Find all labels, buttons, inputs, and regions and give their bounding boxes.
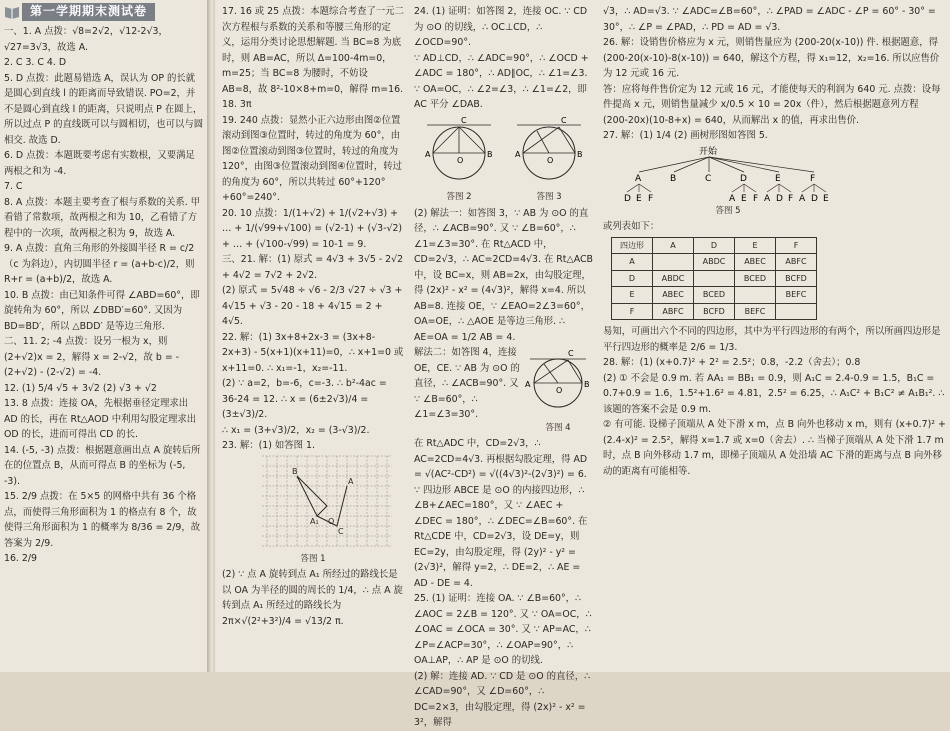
table-cell: BCED bbox=[694, 287, 735, 304]
table-header-row bbox=[612, 237, 817, 254]
tree-node: F bbox=[810, 173, 816, 184]
table-cell: BCFD bbox=[776, 270, 817, 287]
table-cell: BEFC bbox=[776, 287, 817, 304]
circle-figure-4 bbox=[522, 345, 594, 436]
answer-line: 28. 解：(1) (x+0.7)² + 2² = 2.5²；0.8，-2.2（舍去）；0.8 bbox=[603, 357, 861, 368]
tree-leaf: E bbox=[636, 193, 642, 204]
table-cell: BEFC bbox=[735, 303, 776, 320]
table-cell: D bbox=[612, 270, 653, 287]
svg-text:O: O bbox=[556, 386, 563, 395]
svg-text:B: B bbox=[577, 149, 583, 159]
book-icon bbox=[4, 4, 20, 20]
tree-leaf: A bbox=[729, 193, 736, 204]
answer-line: 一、1. A 点拨：√8=2√2，√12-2√3，√27=3√3，故选 A. bbox=[4, 26, 168, 53]
page-spine bbox=[207, 0, 215, 672]
answer-line: 14. (-5, -3) 点拨：根据题意画出点 A 旋转后所在的位置点 B，从而可得点 B 的坐标为 (-5, -3). bbox=[4, 444, 201, 487]
table-cell: ABFC bbox=[776, 254, 817, 271]
answer-line: 15. 2/9 点拨：在 5×5 的网格中共有 36 个格点，而使得三角形面积为 1 的格点有 8 个，故使得三角形面积为 1 的概率为 8/36 = 2/9，故答案为 2/9. bbox=[4, 491, 201, 549]
answer-line: (2) 解法一：如答图 3，∵ AB 为 ⊙O 的直径，∴ ∠ACB=90°. 又 ∵ ∠B=60°，∴ ∠1=∠3=30°. 在 Rt△ACD 中，CD=2√3，∴ AC=2CD=4√3. 在 Rt△ACB 中，设 BC=x，则 AB=2x，由勾股定理，得 (2x)² - x² = (4√3)²，解得 x=4. 所以 AB=8. 连接 OE，∵ ∠EAO=2∠3=60°，OA=OE，∴ △AOE 是等边三角形. ∴ AE=OA = 1/2 AB = 4. bbox=[414, 207, 593, 343]
answer-line: 20. 10 点拨：1/(1+√2) + 1/(√2+√3) + … + 1/(√99+√100) = (√2-1) + (√3-√2) + … + (√100-√99) = 10-1 = 9. bbox=[222, 207, 403, 250]
table-row bbox=[612, 287, 817, 304]
answer-line: 7. C bbox=[4, 181, 23, 192]
answer-line: (2) ① 不会是 0.9 m. 若 AA₁ = BB₁ = 0.9，则 A₁C = 2.4-0.9 = 1.5，B₁C = 0.7+0.9 = 1.6，1.5²+1.6² = 4.81，2.5² = 6.25，∴ A₁C² + B₁C² ≠ A₁B₁². ∴ 该题的答案不会是 0.9 m. bbox=[603, 372, 945, 415]
table-row bbox=[612, 270, 817, 287]
svg-text:A: A bbox=[525, 380, 531, 389]
tree-leaf: A bbox=[799, 193, 806, 204]
table-cell bbox=[694, 270, 735, 287]
table-cell: ABEC bbox=[653, 287, 694, 304]
answer-line: (2) 原式 = 5√48 ÷ √6 - 2/3 √27 ÷ √3 + 4√15 + √3 - 20 - 18 + 4√15 = 2 + 4√5. bbox=[222, 285, 403, 327]
tree-leaf: A bbox=[764, 193, 771, 204]
answer-line: 24. (1) 证明：如答图 2，连接 OC. ∵ CD 为 ⊙O 的切线，∴ OC⊥CD，∴ ∠OCD=90°. bbox=[414, 6, 588, 48]
quadrilateral-table bbox=[611, 237, 817, 321]
page-title: 第一学期期末测试卷 bbox=[22, 3, 155, 21]
column-3 bbox=[414, 4, 594, 731]
column-2 bbox=[222, 4, 404, 629]
tree-leaf: D bbox=[811, 193, 818, 204]
circle-figure-2 bbox=[417, 113, 501, 206]
circle-figures bbox=[414, 113, 594, 206]
grid-figure-1 bbox=[262, 454, 402, 552]
answer-line: 25. (1) 证明：连接 OA. ∵ ∠B=60°，∴ ∠AOC = 2∠B = 120°. 又 ∵ OA=OC，∴ ∠OAC = ∠OCA = 30°. 又 ∵ AP=AC，∴ ∠P=∠ACP=30°，∴ ∠OAP=90°，∴ OA⊥AP，∴ AP 是 ⊙O 的切线. bbox=[414, 593, 592, 666]
tree-leaf: E bbox=[823, 193, 829, 204]
tree-node: E bbox=[775, 173, 781, 184]
table-cell: ABFC bbox=[653, 303, 694, 320]
svg-text:A: A bbox=[425, 149, 431, 159]
figure-caption: 答图 2 bbox=[446, 192, 472, 202]
table-cell: ABDC bbox=[653, 270, 694, 287]
answer-line: 二、11. 2; -4 点拨：设另一根为 x，则 (2+√2)x = 2，解得 x = 2-√2，故 b = -(2+√2) - (2-√2) = -4. bbox=[4, 336, 180, 378]
svg-text:C: C bbox=[568, 349, 574, 358]
tree-leaf: F bbox=[753, 193, 759, 204]
answer-line: √3，∴ AD=√3. ∵ ∠ADC=∠B=60°，∴ ∠PAD = ∠ADC - ∠P = 60° - 30° = 30°，∴ ∠P = ∠PAD，∴ PD = AD = √3. bbox=[603, 6, 936, 33]
circle-figure-3 bbox=[507, 113, 591, 206]
solution-two-block bbox=[414, 345, 594, 436]
svg-text:O: O bbox=[457, 155, 464, 165]
column-1 bbox=[4, 4, 204, 567]
svg-text:B: B bbox=[487, 149, 493, 159]
answer-line: 2. C 3. C 4. D bbox=[4, 57, 67, 68]
table-header-cell: E bbox=[735, 237, 776, 254]
table-header-cell: F bbox=[776, 237, 817, 254]
table-row bbox=[612, 303, 817, 320]
svg-text:C: C bbox=[461, 115, 467, 125]
answer-line: 17. 16 或 25 点拨：本题综合考查了一元二次方程根与系数的关系和等腰三角形的定义，运用分类讨论思想解题. 当 BC=8 为底时，则 AB=AC，所以 Δ=100-4m=0，m=25；当 BC=8 为腰时，不妨设 AB=8，故 8²-10×8+m=0，解得 m=16. bbox=[222, 6, 404, 95]
tree-node: B bbox=[670, 173, 677, 184]
answer-line: 5. D 点拨：此题易错选 A，误认为 OP 的长就是圆心到直线 l 的距离而导致错误. PO=2，并不是圆心到直线 l 的距离，只说明点 P 在圆上，所以过点 P 的直线既可以与圆相切，也可以与圆相交. 故选 D. bbox=[4, 72, 204, 146]
answer-line: 12. (1) 5/4 √5 + 3√2 (2) √3 + √2 bbox=[4, 382, 157, 394]
table-cell: E bbox=[612, 287, 653, 304]
answer-line: 解法二：如答图 4，连接 OE，CE. ∵ AB 为 ⊙O 的直径，∴ ∠ACB=90°. 又 ∵ ∠B=60°，∴ ∠1=∠3=30°. bbox=[414, 347, 520, 420]
answer-line: 13. 8 点拨：连接 OA，先根据垂径定理求出 AD 的长，再在 Rt△AOD 中利用勾股定理求出 OD 的长，进而可得出 CD 的长. bbox=[4, 398, 197, 440]
figure-caption: 答图 5 bbox=[715, 205, 741, 216]
table-header-cell: A bbox=[653, 237, 694, 254]
tree-leaf: F bbox=[788, 193, 794, 204]
section-header bbox=[4, 2, 204, 22]
svg-text:C: C bbox=[338, 526, 344, 536]
answer-line: 22. 解：(1) 3x+8+2x-3 = (3x+8-2x+3) - 5(x+1)(x+11)=0，∴ x+1=0 或 x+11=0. ∴ x₁=-1，x₂=-11. bbox=[222, 331, 404, 374]
answer-line: (2) ∵ a=2，b=-6，c=-3. ∴ b²-4ac = 36-24 = 12. ∴ x = (6±2√3)/4 = (3±√3)/2. bbox=[222, 378, 387, 420]
svg-text:A₁: A₁ bbox=[310, 516, 319, 526]
answer-line: ∵ AD⊥CD，∴ ∠ADC=90°，∴ ∠OCD + ∠ADC = 180°，∴ AD∥OC，∴ ∠1=∠3. bbox=[414, 52, 589, 79]
answer-line: 三、21. 解：(1) 原式 = 4√3 + 3√5 - 2√2 + 4√2 = 7√2 + 2√2. bbox=[222, 254, 404, 281]
answer-line: (2) ∵ 点 A 旋转到点 A₁ 所经过的路线长是以 OA 为半径的圆的周长的 1/4，∴ 点 A 旋转到点 A₁ 所经过的路线长为 2π×√(2²+3²)/4 = √13/2 π. bbox=[222, 569, 403, 627]
svg-text:O: O bbox=[547, 155, 554, 165]
svg-text:B: B bbox=[584, 380, 590, 389]
table-row bbox=[612, 254, 817, 271]
svg-text:A: A bbox=[348, 476, 354, 486]
figure-caption: 答图 4 bbox=[545, 422, 571, 433]
answer-line: 在 Rt△ADC 中，CD=2√3，∴ AC=2CD=4√3. 再根据勾股定理，得 AD = √(AC²-CD²) = √((4√3)²-(2√3)²) = 6. ∵ 四边形 ABCE 是 ⊙O 的内接四边形，∴ ∠B+∠AEC=180°，又 ∵ ∠AEC + ∠DEC = 180°，∴ ∠DEC=∠B=60°. 在 Rt△CDE 中，CD=2√3，设 DE=y，则 EC=2y，由勾股定理，得 (2y)² - y² = (2√3)²，解得 y=2，∴ DE=2，∴ AE = AD - DE = 4. bbox=[414, 438, 588, 589]
svg-text:B: B bbox=[292, 466, 298, 476]
table-header-cell: D bbox=[694, 237, 735, 254]
tree-leaf: F bbox=[648, 193, 654, 204]
table-cell bbox=[735, 287, 776, 304]
table-cell bbox=[776, 303, 817, 320]
table-cell bbox=[653, 254, 694, 271]
answer-line: 16. 2/9 bbox=[4, 553, 37, 564]
answer-line: 10. B 点拨：由已知条件可得 ∠ABD=60°，即旋转角为 60°，所以 ∠DBD′=60°. 又因为 BD=BD′，所以 △BDD′ 是等边三角形. bbox=[4, 289, 200, 332]
answer-line: ∴ x₁ = (3+√3)/2，x₂ = (3-√3)/2. bbox=[222, 424, 370, 436]
table-cell: BCFD bbox=[694, 303, 735, 320]
table-cell: ABEC bbox=[735, 254, 776, 271]
tree-node: A bbox=[635, 173, 642, 184]
figure-caption: 答图 3 bbox=[536, 192, 562, 202]
answer-line: 易知，可画出六个不同的四边形，其中为平行四边形的有两个，所以所画四边形是平行四边形的概率是 2/6 = 1/3. bbox=[603, 326, 941, 353]
column-4 bbox=[603, 4, 946, 479]
answer-line: ∵ OA=OC，∴ ∠2=∠3，∴ ∠1=∠2，即 AC 平分 ∠DAB. bbox=[414, 83, 587, 110]
table-header-cell: 四边形 bbox=[612, 237, 653, 254]
svg-text:A: A bbox=[515, 149, 521, 159]
answer-line: 26. 解：设销售价格应为 x 元，则销售量应为 (200-20(x-10)) 件. 根据题意，得 (200-20(x-10)-8(x-10)) = 640，解这个方程，得 x₁=12，x₂=16. 所以应售价为 12 元或 16 元. bbox=[603, 37, 940, 79]
tree-leaf: D bbox=[624, 193, 631, 204]
tree-node: D bbox=[740, 173, 747, 184]
answer-line: 23. 解：(1) 如答图 1. bbox=[222, 440, 315, 451]
svg-text:O: O bbox=[328, 516, 335, 526]
answer-line: 6. D 点拨：本题既要考虑有实数根，又要满足两根之和为 -4. bbox=[4, 150, 195, 177]
table-cell: F bbox=[612, 303, 653, 320]
answer-line: 27. 解：(1) 1/4 (2) 画树形图如答图 5. bbox=[603, 130, 768, 141]
answer-line: (2) 解：连接 AD. ∵ CD 是 ⊙O 的直径，∴ ∠CAD=90°，又 ∠D=60°，∴ DC=2×3，由勾股定理，得 (2x)² - x² = 3²，解得 bbox=[414, 670, 591, 728]
tree-leaf: D bbox=[776, 193, 783, 204]
tree-root: 开始 bbox=[699, 146, 718, 157]
figure-caption: 答图 1 bbox=[300, 553, 326, 564]
tree-leaf: E bbox=[741, 193, 747, 204]
table-cell: A bbox=[612, 254, 653, 271]
svg-text:C: C bbox=[561, 115, 567, 125]
answer-line: 18. 3π bbox=[222, 99, 252, 110]
answer-line: 答：应将每件售价定为 12 元或 16 元，才能使每天的利润为 640 元. 点拨：设每件提高 x 元，则销售量减少 x/0.5 × 10 = 20x（件），然后根据题意列方程 (200-20x)(10-8+x) = 640，从而解出 x 的值，再求出售价. bbox=[603, 83, 941, 126]
tree-diagram bbox=[619, 144, 839, 204]
table-cell: ABDC bbox=[694, 254, 735, 271]
table-cell: BCED bbox=[735, 270, 776, 287]
tree-node: C bbox=[705, 173, 712, 184]
answer-line: ② 有可能. 设梯子顶端从 A 处下滑 x m，点 B 向外也移动 x m，则有 (x+0.7)² + (2.4-x)² = 2.5²，解得 x=1.7 或 x=0（舍去）. ∴ 当梯子顶端从 A 处下滑 1.7 m 时，点 B 向外移动 1.7 m，即梯子顶端从 A 处沿墙 AC 下滑的距离与点 B 向外移动的距离有可能相等. bbox=[603, 419, 946, 477]
table-intro: 或列表如下： bbox=[603, 221, 660, 232]
answer-line: 8. A 点拨：本题主要考查了根与系数的关系. 甲看错了常数项，故两根之和为 10，乙看错了方程中的一次项，故两根之积为 9，故选 A. bbox=[4, 196, 201, 239]
answer-line: 9. A 点拨：直角三角形的外接圆半径 R = c/2（c 为斜边），内切圆半径 r = (a+b-c)/2，则 R+r = (a+b)/2，故选 A. bbox=[4, 243, 195, 285]
answer-line: 19. 240 点拨：显然小正六边形由图②位置滚动到图③位置时，转过的角度为 60°，由图②位置滚动到图③位置时，转过的角度为 120°，由图③位置滚动到图④位置时，转过的角度为 60°，所以共转过 60°+120°+60°=240°. bbox=[222, 114, 403, 203]
